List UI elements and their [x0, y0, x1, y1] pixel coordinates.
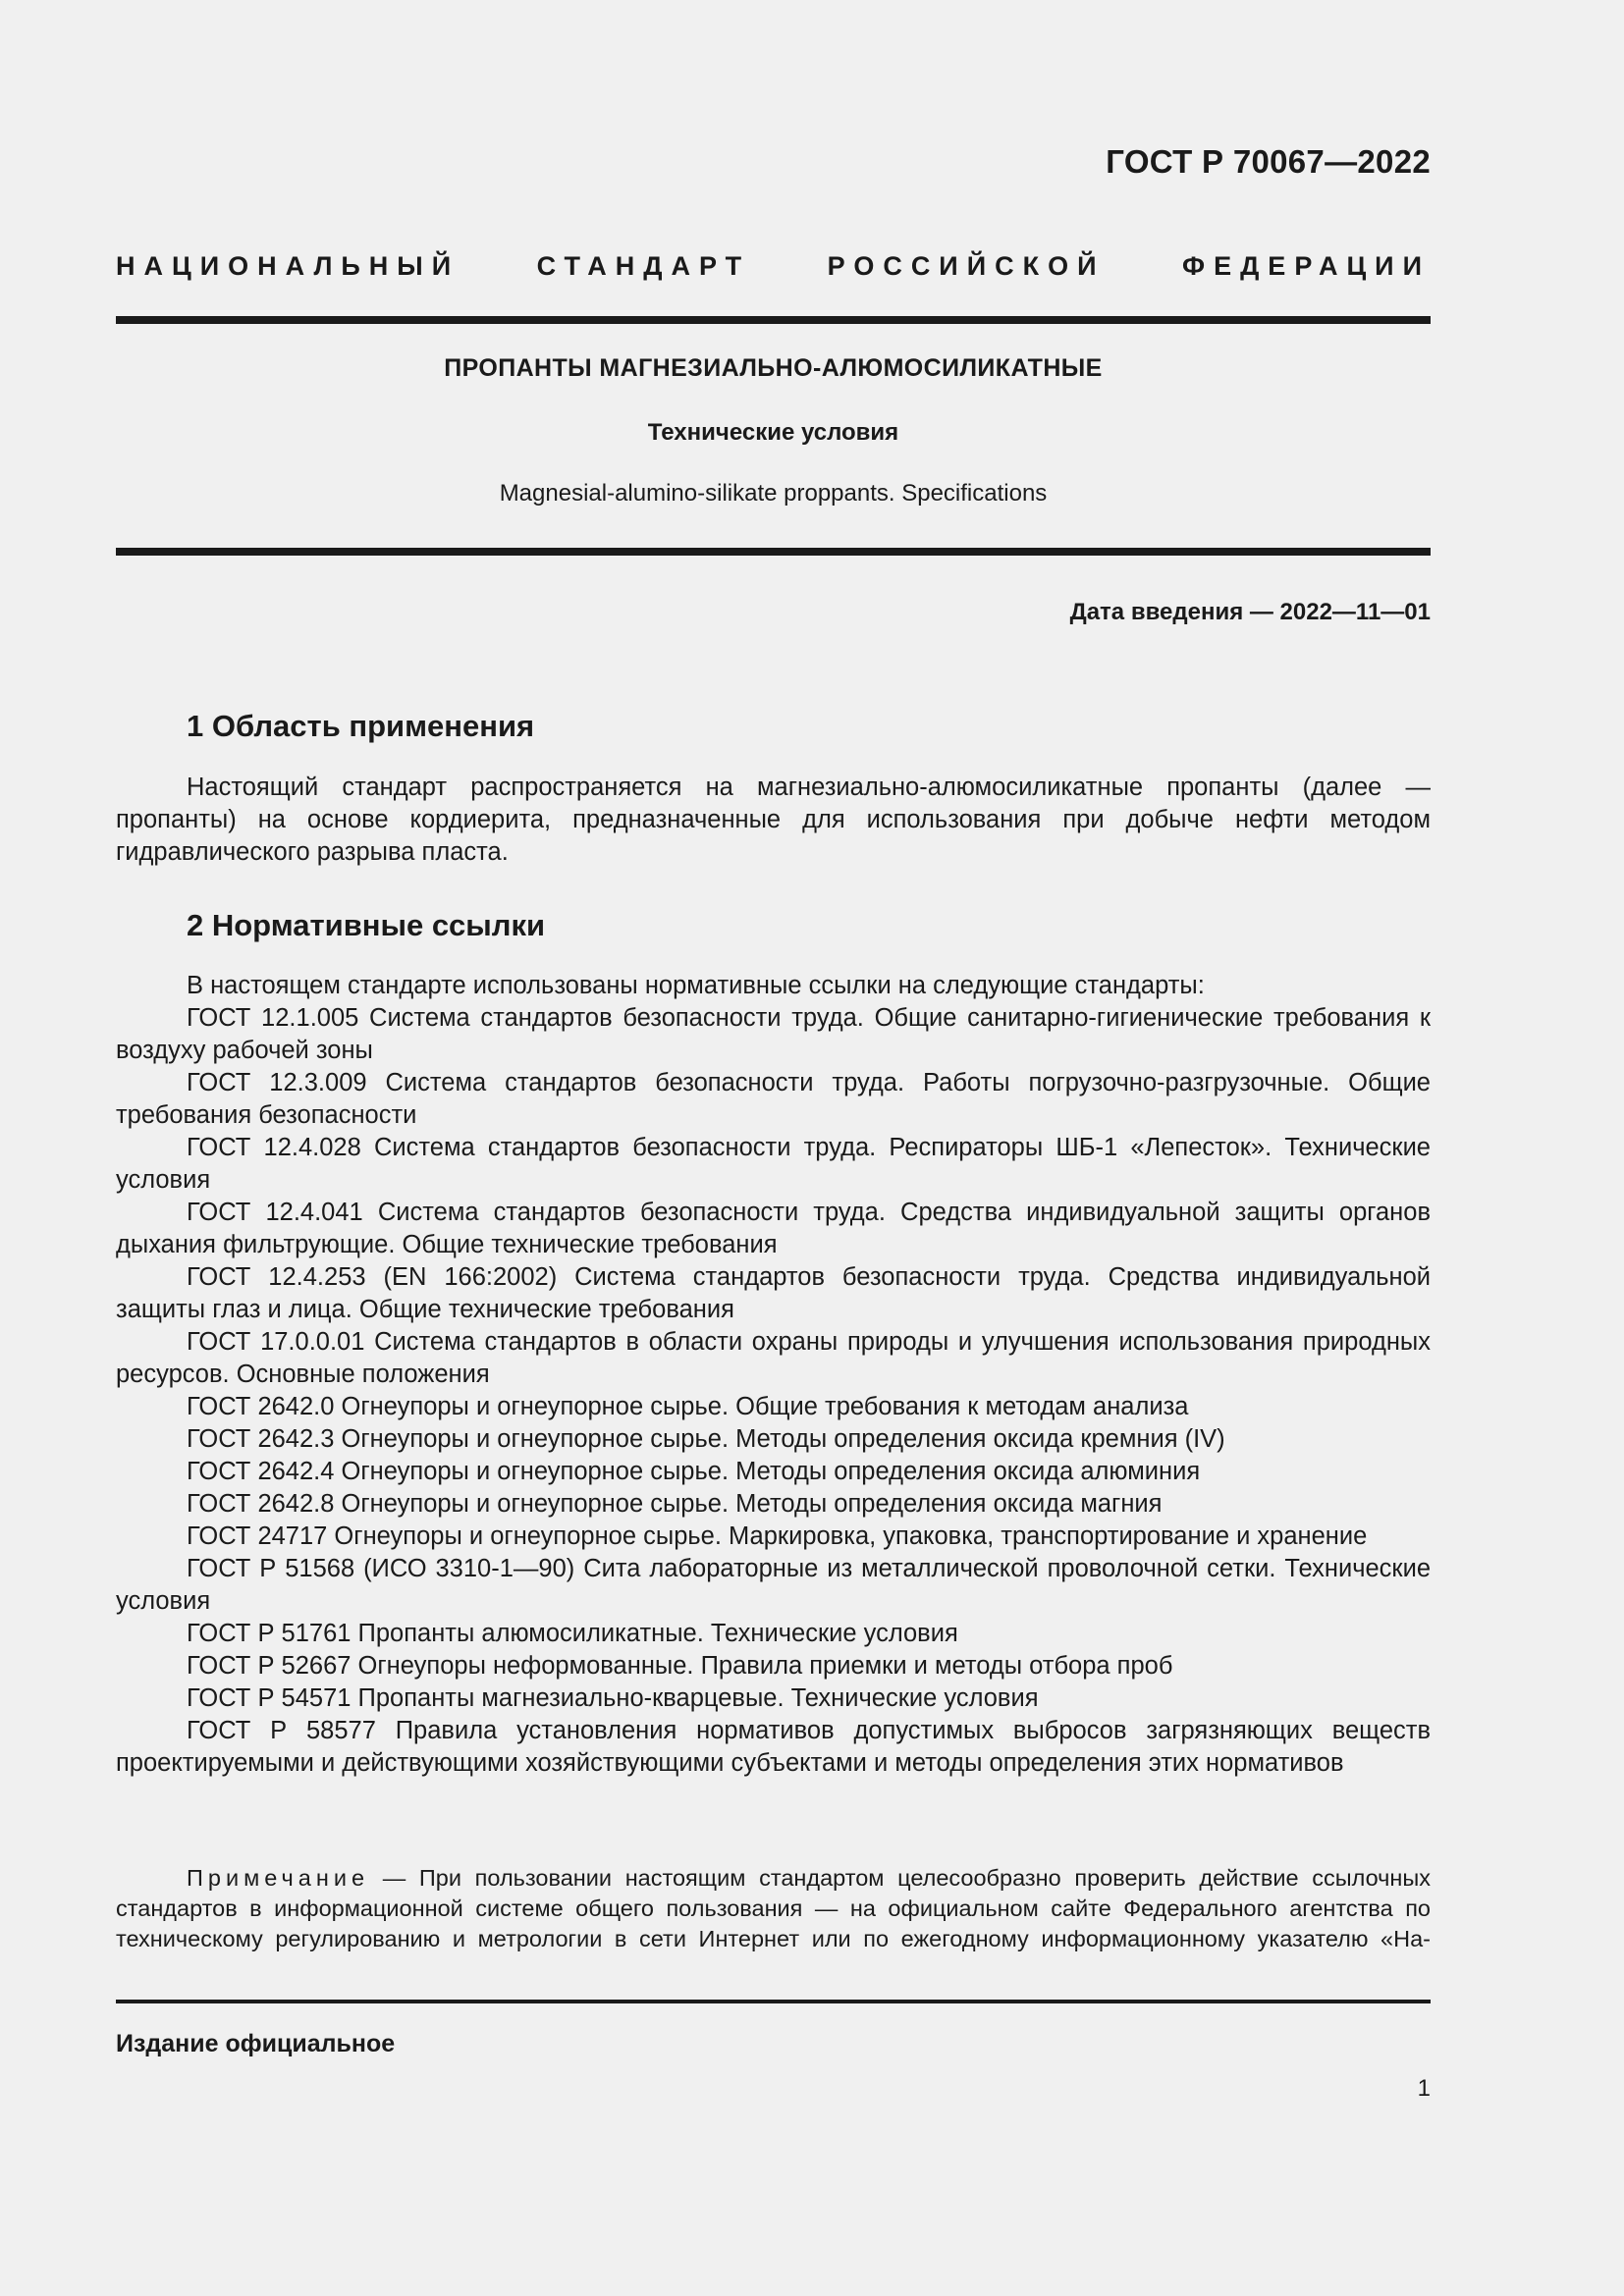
document-subtitle: Технические условия — [647, 419, 899, 446]
document-page — [116, 0, 1431, 2296]
document-title-english: Magnesial-alumino-silikate proppants. Specifications — [499, 480, 1048, 507]
footer-divider — [116, 2000, 1431, 2003]
references-intro: В настоящем стандарте использованы нормативные ссылки на следующие стандарты: — [187, 972, 1205, 999]
section-heading-scope: 1 Область применения — [187, 709, 535, 743]
reference-item: ГОСТ 12.4.041 Система стандартов безопасности труда. Средства индивидуальной защиты органов дыхания фильтрующие. Общие технические требования — [116, 1199, 1431, 1258]
section-body-references — [116, 970, 1431, 1780]
introduction-date: Дата введения — 2022—11—01 — [1069, 599, 1431, 625]
reference-item: ГОСТ Р 51761 Пропанты алюмосиликатные. Технические условия — [187, 1620, 958, 1647]
reference-item: ГОСТ 12.3.009 Система стандартов безопасности труда. Работы погрузочно-разгрузочные. Общие требования безопасности — [116, 1069, 1431, 1129]
reference-item: ГОСТ Р 52667 Огнеупоры неформованные. Правила приемки и методы отбора проб — [187, 1652, 1173, 1680]
reference-item: ГОСТ 24717 Огнеупоры и огнеупорное сырье. Маркировка, упаковка, транспортирование и хранение — [187, 1522, 1368, 1550]
reference-item: ГОСТ 12.4.253 (EN 166:2002) Система стандартов безопасности труда. Средства индивидуальной защиты глаз и лица. Общие технические требования — [116, 1263, 1431, 1323]
document-title: ПРОПАНТЫ МАГНЕЗИАЛЬНО-АЛЮМОСИЛИКАТНЫЕ — [444, 354, 1103, 382]
reference-item: ГОСТ 12.4.028 Система стандартов безопасности труда. Респираторы ШБ-1 «Лепесток». Технические условия — [116, 1134, 1431, 1194]
page-number: 1 — [1417, 2075, 1431, 2102]
reference-item: ГОСТ 2642.4 Огнеупоры и огнеупорное сырье. Методы определения оксида алюминия — [187, 1458, 1201, 1485]
section-body-scope — [116, 772, 1431, 869]
reference-item: ГОСТ 12.1.005 Система стандартов безопасности труда. Общие санитарно-гигиенические требования к воздуху рабочей зоны — [116, 1004, 1431, 1064]
reference-item: ГОСТ 2642.8 Огнеупоры и огнеупорное сырье. Методы определения оксида магния — [187, 1490, 1163, 1518]
note — [116, 1863, 1431, 1954]
note-text: — При пользовании настоящим стандартом целесообразно проверить действие ссылочных стандартов в информационной системе общего пользования — на официальном сайте Федерального агентства по техническому регулированию и метрологии в сети Интернет или по ежегодному информационному указателю «На- — [116, 1865, 1431, 1951]
reference-item: ГОСТ 2642.3 Огнеупоры и огнеупорное сырье. Методы определения оксида кремния (IV) — [187, 1425, 1225, 1453]
official-edition-label: Издание официальное — [116, 2030, 396, 2057]
section-heading-references: 2 Нормативные ссылки — [187, 908, 546, 942]
top-divider — [116, 316, 1431, 324]
standard-banner: НАЦИОНАЛЬНЫЙ СТАНДАРТ РОССИЙСКОЙ ФЕДЕРАЦИИ — [116, 251, 1431, 281]
reference-item: ГОСТ Р 51568 (ИСО 3310-1—90) Сита лабораторные из металлической проволочной сетки. Технические условия — [116, 1555, 1431, 1615]
reference-item: ГОСТ 17.0.0.01 Система стандартов в области охраны природы и улучшения использования природных ресурсов. Основные положения — [116, 1328, 1431, 1388]
reference-item: ГОСТ 2642.0 Огнеупоры и огнеупорное сырье. Общие требования к методам анализа — [187, 1393, 1189, 1420]
title-divider — [116, 548, 1431, 556]
reference-item: ГОСТ Р 54571 Пропанты магнезиально-кварцевые. Технические условия — [187, 1684, 1039, 1712]
reference-item: ГОСТ Р 58577 Правила установления нормативов допустимых выбросов загрязняющих веществ проектируемыми и действующими хозяйствующими субъектами и методы определения этих нормативов — [116, 1717, 1431, 1777]
document-number: ГОСТ Р 70067—2022 — [1106, 143, 1431, 180]
paragraph: Настоящий стандарт распространяется на магнезиально-алюмосиликатные пропанты (далее — пропанты) на основе кордиерита, предназначенные для использования при добыче нефти методом гидравлического разрыва пласта. — [116, 774, 1431, 866]
note-label: Примечание — [187, 1865, 370, 1891]
